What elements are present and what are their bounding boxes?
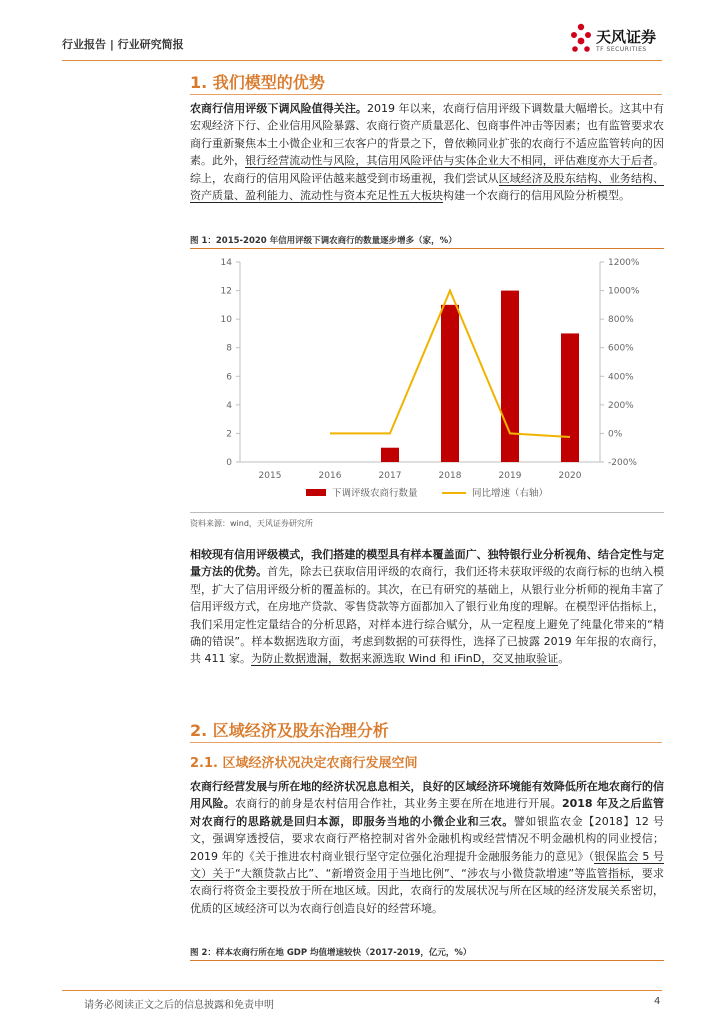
figure-1-chart (190, 250, 664, 508)
figure-1-top-rule (190, 248, 664, 249)
bar (381, 448, 399, 462)
x-tick-label: 2016 (318, 471, 342, 481)
right-tick-label: 200% (608, 400, 634, 411)
x-tick-label: 2018 (438, 471, 462, 481)
bar (441, 305, 459, 462)
legend-bar-swatch (306, 489, 326, 496)
paragraph-1-text-c: 构建一个农商行的信用风险分析模型。 (443, 189, 630, 203)
paragraph-1-text-b: 。综上，农商行的信用风险评估越来越受到市场重视，我们尝试从 (190, 154, 665, 185)
figure-1-title: 图 1：2015-2020 年信用评级下调农商行的数量逐步增多（家，%） (190, 236, 457, 246)
right-tick-label: 1000% (608, 286, 640, 297)
logo-name: 天风证券 (596, 28, 657, 46)
paragraph-1-text-a: 2019 年以来，农商行信用评级下调数量大幅增长。这其中有宏观经济下行、企业信用风险暴露、农商行资产质量恶化、包商事件冲击等因素；也有监管要求农商行重新聚焦本土小微企业和三农客户的背景之下，曾依赖同业扩张的农商行不适应监管转向的因素。此外， (190, 102, 664, 168)
right-tick-label: 600% (608, 343, 634, 354)
section-2-rule (190, 742, 662, 743)
left-tick-label: 8 (226, 343, 232, 354)
section-1-title: 1. 我们模型的优势 (190, 73, 325, 92)
footer-disclaimer: 请务必阅读正文之后的信息披露和免责申明 (84, 1000, 274, 1011)
left-tick-label: 10 (220, 315, 232, 326)
paragraph-1-underline-2: 区域经济及股东结构、业务结构、资产质量、盈利能力、流动性与资本充足性五大板块 (190, 171, 665, 203)
figure-2-title: 图 2：样本农商行所在地 GDP 均值增速较快（2017-2019，亿元，%） (190, 948, 472, 958)
right-tick-label: 0% (608, 429, 623, 440)
paragraph-1-lead: 农商行信用评级下调风险值得关注。 (190, 102, 367, 115)
left-tick-label: 6 (226, 372, 232, 383)
left-tick-label: 0 (226, 458, 232, 468)
bar (501, 291, 519, 462)
x-tick-label: 2020 (558, 471, 582, 481)
legend-bar-label: 下调评级农商行数量 (332, 488, 418, 499)
header-breadcrumb: 行业报告 | 行业研究简报 (62, 38, 184, 51)
paragraph-3-underline: 银保监会 5 号文）关于“大额贷款占比”、“新增资金用于当地比例”、“涉农与小微贷款增速”等监管指标 (190, 849, 664, 881)
footer-divider (62, 990, 662, 991)
logo (568, 22, 668, 58)
paragraph-2-lead: 相较现有信用评级模式，我们搭建的模型具有样本覆盖面广、独特银行业分析视角、结合定性与定量方法的优势。 (190, 548, 664, 579)
right-tick-label: 800% (608, 315, 634, 326)
x-tick-label: 2017 (378, 471, 402, 481)
paragraph-3 (190, 778, 664, 917)
paragraph-3-text-d: ，要求农商行将资金主要投放于所在地区域。因此，农商行的发展状况与所在区域的经济发展关系密切，优质的区域经济可以为农商行创造良好的经营环境。 (190, 867, 664, 915)
logo-icon (568, 22, 594, 56)
paragraph-1 (190, 100, 664, 204)
paragraph-2 (190, 546, 664, 668)
page-number: 4 (654, 996, 661, 1007)
section-2-title: 2. 区域经济及股东治理分析 (190, 721, 389, 740)
figure-2-top-rule (190, 960, 664, 961)
left-tick-label: 2 (226, 429, 232, 440)
section-2-1-title: 2.1. 区域经济状况决定农商行发展空间 (190, 756, 418, 771)
figure-1-bottom-rule (190, 512, 664, 513)
right-tick-label: -200% (608, 458, 637, 468)
paragraph-3-lead: 农商行经营发展与所在地的经济状况息息相关，良好的区域经济环境能有效降低所在地农商行的信用风险。 (190, 780, 664, 811)
legend-line-label: 同比增速（右轴） (472, 488, 549, 499)
header-divider (62, 60, 662, 61)
right-tick-label: 400% (608, 372, 634, 383)
left-tick-label: 12 (220, 286, 232, 297)
paragraph-3-bold: 2018 年及之后监管对农商行的思路就是回归本源，即服务当地的小微企业和三农。 (190, 797, 665, 828)
paragraph-2-end: 。 (558, 652, 570, 666)
paragraph-3-text-a: 农商行的前身是农村信用合作社，其业务主要在所在地进行开展。 (235, 797, 562, 811)
paragraph-2-text-a: 首先，除去已获取信用评级的农商行，我们还将未获取评级的农商行标的也纳入模型，扩大了信用评级分析的覆盖标的。其次，在已有研究的基础上，从银行业分析师的视角丰富了信用评级方式，在房地产贷款、零售贷款等方面都加入了银行业角度的理解。在模型评估指标上，我们采用定性定量结合的分析思路，对样本进行综合赋分，从一定程度上避免了纯量化带来的“精确的错误”。样本数据选取方面，考虑到数据的可获得性，选择了已披露 2019 年年报的农商行，共 411 家。 (190, 565, 665, 666)
paragraph-1-underline-1: 银行经营流动性与风险，其信用风险评估与实体企业大不相同，评估难度亦大于后者 (245, 154, 654, 168)
right-tick-label: 1200% (608, 258, 640, 268)
figure-1-source: 资料来源：wind，天风证券研究所 (190, 519, 313, 528)
x-tick-label: 2015 (258, 471, 282, 481)
section-1-rule (190, 94, 662, 95)
x-tick-label: 2019 (498, 471, 522, 481)
paragraph-2-underline: 为防止数据遗漏，数据来源选取 Wind 和 iFinD，交叉抽取验证 (251, 652, 559, 666)
paragraph-3-text-c: 譬如银监农金【2018】12 号文，强调穿透授信，要求农商行严格控制对省外金融机构或经营情况不明金融机构的同业授信；2019 年的《关于推进农村商业银行坚守定位强化治理提升金融服务能力的意见》（ (190, 814, 664, 863)
left-tick-label: 14 (220, 258, 232, 268)
chart-legend (306, 487, 548, 499)
left-tick-label: 4 (226, 400, 232, 411)
bar (561, 333, 579, 462)
logo-subtitle: TF SECURITIES (596, 46, 647, 53)
